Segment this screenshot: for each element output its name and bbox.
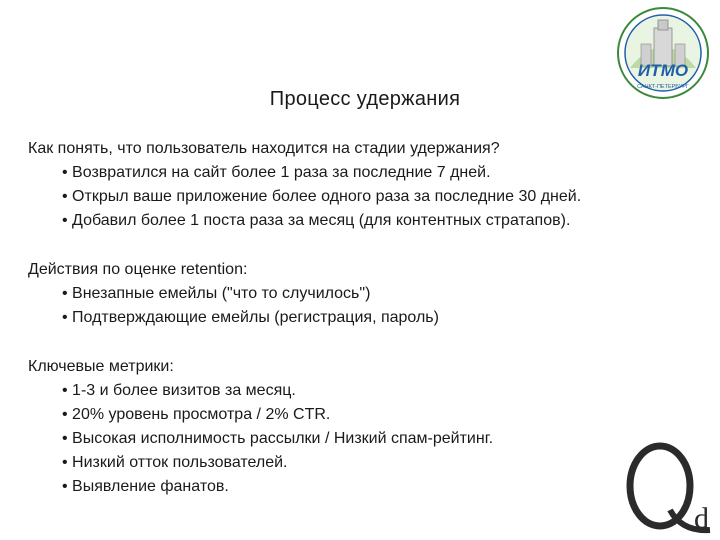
list-item: • Внезапные емейлы ("что то случилось") [62,285,371,302]
list-item: • Добавил более 1 поста раза за месяц (для контентных стратапов). [62,212,571,229]
svg-text:САНКТ-ПЕТЕРБУРГ: САНКТ-ПЕТЕРБУРГ [637,84,689,90]
qd-logo [620,436,716,536]
svg-text:d: d [694,502,709,535]
list-item: • Выявление фанатов. [62,478,229,495]
list-item: • Возвратился на сайт более 1 раза за последние 7 дней. [62,164,491,181]
section-retention-signs [28,137,688,233]
section-heading: Как понять, что пользователь находится на стадии удержания? [28,140,500,157]
list-item: • Низкий отток пользователей. [62,454,288,471]
svg-text:ИТМО: ИТМО [637,61,689,80]
section-heading: Ключевые метрики: [28,358,174,375]
list-item: • Подтверждающие емейлы (регистрация, пароль) [62,309,439,326]
list-item: • Открыл ваше приложение более одного раза за последние 30 дней. [62,188,582,205]
slide-title: Процесс удержания [269,88,461,110]
list-item: • 20% уровень просмотра / 2% CTR. [62,406,331,423]
itmo-logo [616,6,710,100]
list-item: • 1-3 и более визитов за месяц. [62,382,296,399]
section-retention-actions [28,258,688,330]
section-heading: Действия по оценке retention: [28,261,248,278]
section-key-metrics [28,355,688,499]
list-item: • Высокая исполнимость рассылки / Низкий спам-рейтинг. [62,430,494,447]
